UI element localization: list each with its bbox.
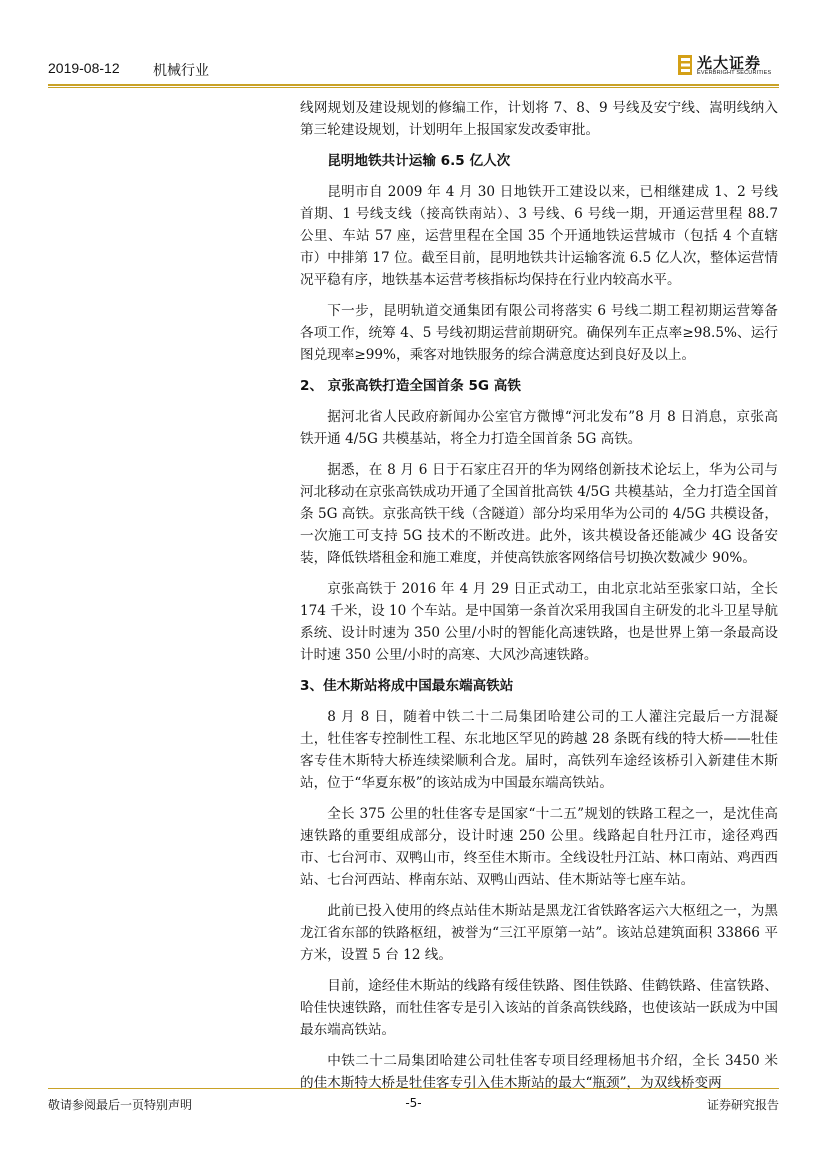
section-heading: 3、佳木斯站将成中国最东端高铁站 <box>300 678 514 694</box>
body-paragraph: 8 月 8 日，随着中铁二十二局集团哈建公司的工人灌注完最后一方混凝土，牡佳客专控制性工程、东北地区罕见的跨越 28 条既有线的特大桥——牡佳客专佳木斯特大桥连续梁顺利合龙。届时，高铁列车途经该桥引入新建佳木斯站，位于“华夏东极”的该站成为中国最东端高铁站。 <box>300 709 778 791</box>
header-rule <box>48 84 779 86</box>
body-paragraph: 目前，途经佳木斯站的线路有绥佳铁路、图佳铁路、佳鹤铁路、佳富铁路、哈佳快速铁路，而牡佳客专是引入该站的首条高铁线路，也使该站一跃成为中国最东端高铁站。 <box>300 978 778 1038</box>
section-heading: 2、 京张高铁打造全国首条 5G 高铁 <box>300 378 521 394</box>
body-paragraph: 线网规划及建设规划的修编工作，计划将 7、8、9 号线及安宁线、嵩明线纳入第三轮建设规划，计划明年上报国家发改委审批。 <box>300 100 778 138</box>
logo-en-text: EVERBRIGHT SECURITIES <box>697 70 772 76</box>
body-paragraph: 据悉，在 8 月 6 日于石家庄召开的华为网络创新技术论坛上，华为公司与河北移动在京张高铁成功开通了全国首批高铁 4/5G 共模基站，全力打造全国首条 5G 高铁。京张高铁干线（含隧道）部分均采用华为公司的 4/5G 共模设备，一次施工可支持 5G 技术的不断改进。此外，该共模设备还能减少 4G 设备安装，降低铁塔租金和施工难度，并使高铁旅客网络信号切换次数减少 90%。 <box>300 462 778 566</box>
body-paragraph: 据河北省人民政府新闻办公室官方微博“河北发布”8 月 8 日消息，京张高铁开通 4/5G 共模基站，将全力打造全国首条 5G 高铁。 <box>300 409 778 447</box>
industry-label: 机械行业 <box>153 62 209 78</box>
section-heading: 昆明地铁共计运输 6.5 亿人次 <box>327 153 511 169</box>
page-number: -5- <box>405 1096 422 1110</box>
report-type: 证券研究报告 <box>706 1098 779 1112</box>
page-footer <box>48 1096 779 1116</box>
body-paragraph: 全长 375 公里的牡佳客专是国家“十二五”规划的铁路工程之一，是沈佳高速铁路的重要组成部分，设计时速 250 公里。线路起自牡丹江市，途径鸡西市、七台河市、双鸭山市，终至佳木斯市。全线设牡丹江站、林口南站、鸡西西站、七台河西站、桦南东站、双鸭山西站、佳木斯站等七座车站。 <box>300 806 778 888</box>
page-header <box>48 52 779 82</box>
body-paragraph: 昆明市自 2009 年 4 月 30 日地铁开工建设以来，已相继建成 1、2 号线首期、1 号线支线（接高铁南站）、3 号线、6 号线一期，开通运营里程 88.7 公里、车站 57 座，运营里程在全国 35 个开通地铁运营城市（包括 4 个直辖市）中排第 17 位。截至目前，昆明地铁共计运输客流 6.5 亿人次，整体运营情况平稳有序，地铁基本运营考核指标均保持在行业内较高水平。 <box>300 184 778 288</box>
report-body <box>300 97 778 1103</box>
everbright-logo-icon <box>677 54 693 76</box>
logo-cn-text: 光大证券 <box>697 54 762 72</box>
everbright-logo <box>677 52 777 80</box>
body-paragraph: 此前已投入使用的终点站佳木斯站是黑龙江省铁路客运六大枢纽之一，为黑龙江省东部的铁路枢纽，被誉为“三江平原第一站”。该站总建筑面积 33866 平方米，设置 5 台 12 线。 <box>300 903 778 963</box>
footer-rule <box>48 1088 779 1089</box>
report-date: 2019-08-12 <box>48 60 120 76</box>
header-rule-thin <box>48 87 779 88</box>
body-paragraph: 下一步，昆明轨道交通集团有限公司将落实 6 号线二期工程初期运营筹备各项工作，统筹 4、5 号线初期运营前期研究。确保列车正点率≥98.5%、运行图兑现率≥99%，乘客对地铁服务的综合满意度达到良好及以上。 <box>300 303 778 363</box>
body-paragraph: 中铁二十二局集团哈建公司牡佳客专项目经理杨旭书介绍，全长 3450 米的佳木斯特大桥是牡佳客专引入佳木斯站的最大“瓶颈”，为双线桥变两 <box>300 1053 778 1091</box>
disclaimer-note: 敬请参阅最后一页特别声明 <box>48 1098 193 1112</box>
body-paragraph: 京张高铁于 2016 年 4 月 29 日正式动工，由北京北站至张家口站，全长 174 千米，设 10 个车站。是中国第一条首次采用我国自主研发的北斗卫星导航系统、设计时速为 350 公里/小时的智能化高速铁路，也是世界上第一条最高设计时速 350 公里/小时的高寒、大风沙高速铁路。 <box>300 581 778 663</box>
